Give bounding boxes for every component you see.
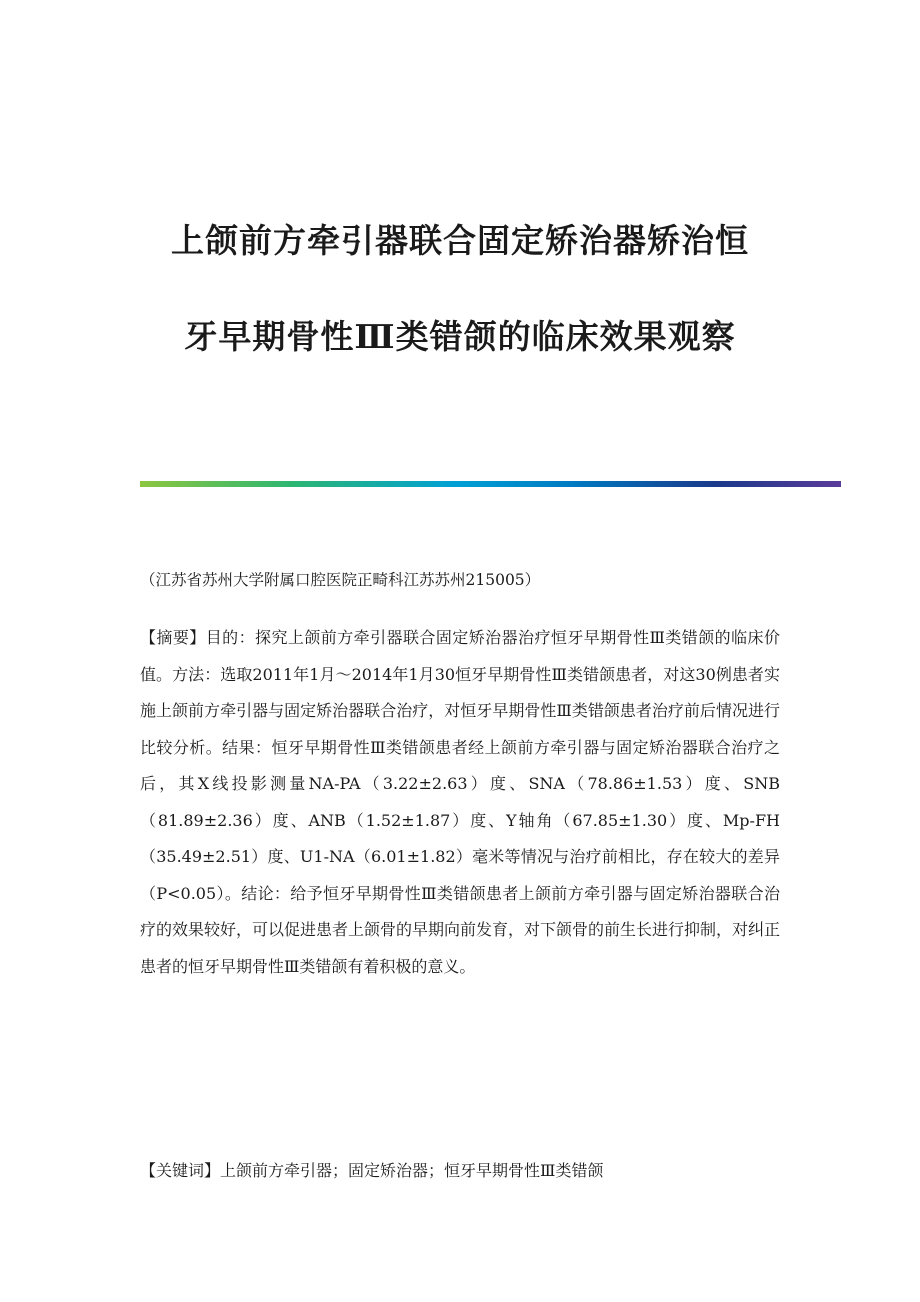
keywords-text: 上颌前方牵引器；固定矫治器；恒牙早期骨性Ⅲ类错颌 xyxy=(220,1161,604,1180)
gradient-divider xyxy=(140,481,841,487)
abstract-label: 【摘要】 xyxy=(140,628,206,647)
abstract-text: 目的：探究上颌前方牵引器联合固定矫治器治疗恒牙早期骨性Ⅲ类错颌的临床价值。方法：选取2011年1月～2014年1月30恒牙早期骨性Ⅲ类错颌患者，对这30例患者实施上颌前方牵引器与固定矫治器联合治疗，对恒牙早期骨性Ⅲ类错颌患者治疗前后情况进行比较分析。结果：恒牙早期骨性Ⅲ类错颌患者经上颌前方牵引器与固定矫治器联合治疗之后，其X线投影测量NA-PA（3.22±2.63）度、SNA（78.86±1.53）度、SNB（81.89±2.36）度、ANB（1.52±1.87）度、Y轴角（67.85±1.30）度、Mp-FH（35.49±2.51）度、U1-NA（6.01±1.82）毫米等情况与治疗前相比，存在较大的差异（P<0.05）。结论：给予恒牙早期骨性Ⅲ类错颌患者上颌前方牵引器与固定矫治器联合治疗的效果较好，可以促进患者上颌骨的早期向前发育，对下颌骨的前生长进行抑制，对纠正患者的恒牙早期骨性Ⅲ类错颌有着积极的意义。 xyxy=(140,628,781,976)
affiliation: （江苏省苏州大学附属口腔医院正畸科江苏苏州215005） xyxy=(140,571,541,589)
title-line-1: 上颌前方牵引器联合固定矫治器矫治恒 xyxy=(171,221,749,260)
keywords-label: 【关键词】 xyxy=(140,1161,221,1180)
title-line-2: 牙早期骨性Ⅲ类错颌的临床效果观察 xyxy=(184,317,736,356)
keywords xyxy=(140,1156,780,1186)
abstract xyxy=(140,620,780,985)
